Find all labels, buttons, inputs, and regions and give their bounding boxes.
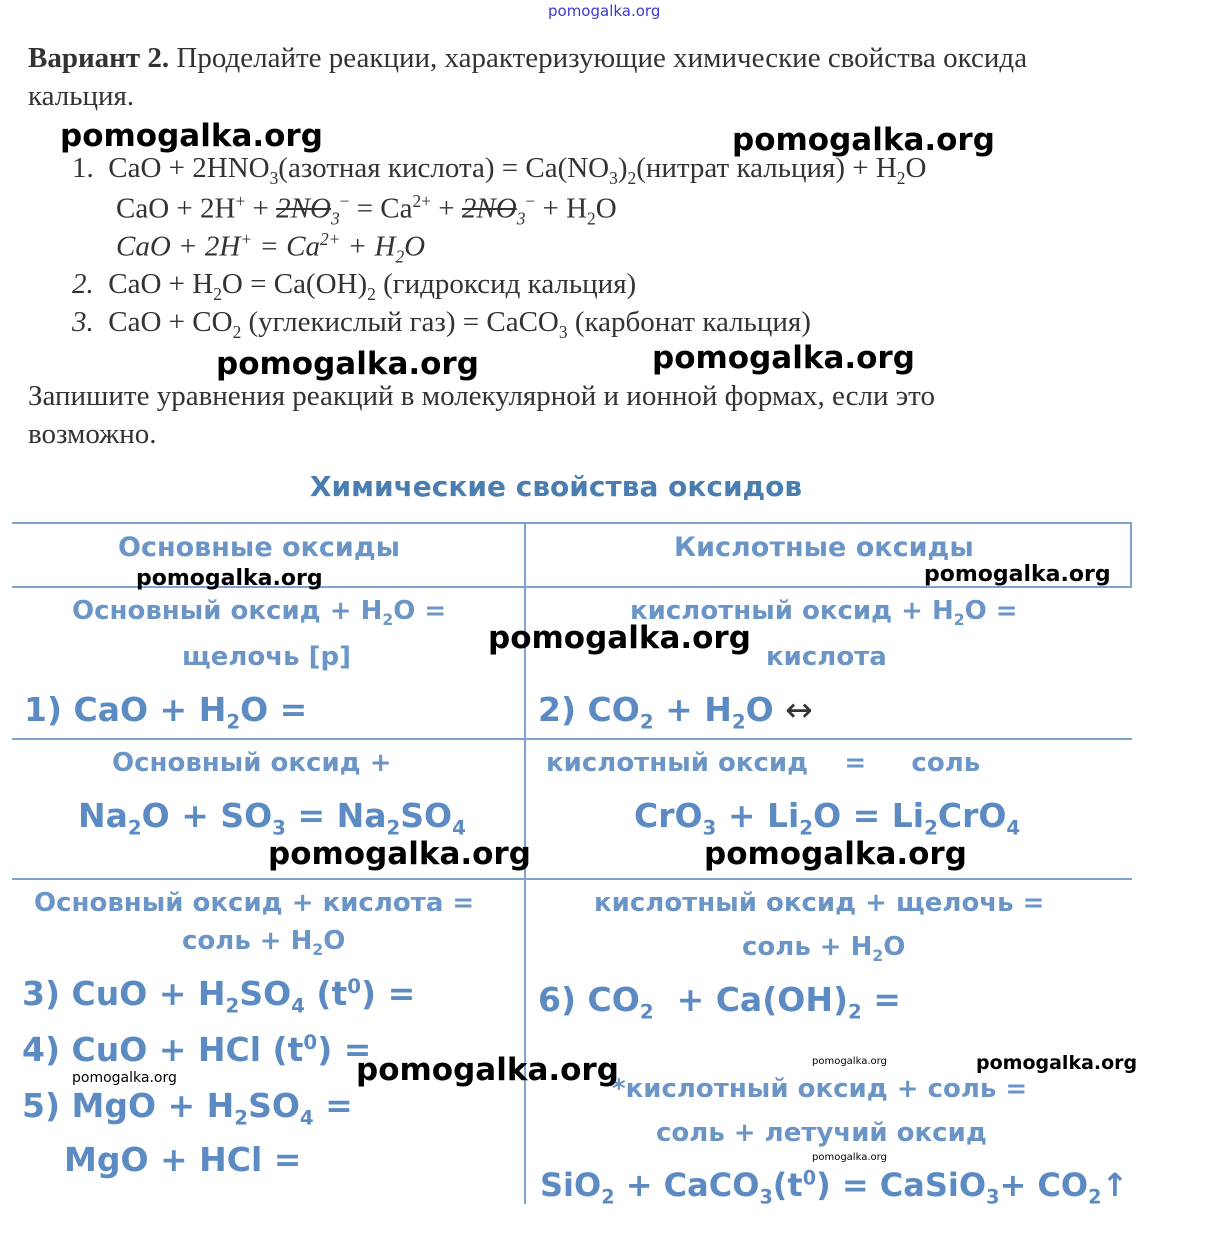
sub: 2 (872, 947, 884, 966)
watermark: pomogalka.org (732, 122, 995, 158)
eq-d: CrO (937, 796, 1007, 835)
equation-5 (22, 1086, 353, 1130)
sub: 2 (587, 208, 596, 229)
reaction-2-number: 2. (72, 268, 94, 300)
watermark: pomogalka.org (812, 1152, 887, 1163)
equation-4 (22, 1030, 371, 1069)
eq-d: ) = (361, 974, 416, 1013)
sup: 2+ (319, 229, 341, 249)
instruction-line-2: возможно. (28, 418, 157, 450)
sub: 2 (386, 816, 401, 840)
eq-b: ) = (317, 1030, 372, 1069)
plus: + (438, 192, 455, 225)
eq-c: = (873, 980, 901, 1019)
reaction-1: 1. CaO + $2HNO_3(азотная$ кислота) = $Ca(NO_3)_2(нитрат$ кальция) + $H_2O$ (72, 152, 927, 188)
sub: 3 (330, 208, 340, 229)
sub: 2 (312, 941, 324, 960)
eq-b: O + SO (141, 796, 273, 835)
sub: 2 (1088, 1185, 1102, 1209)
sup: 0 (347, 975, 362, 998)
col-header-acidic: Кислотные оксиды (674, 532, 974, 563)
heading-text-line2: кальция. (28, 80, 135, 112)
sup: + (235, 191, 246, 211)
sub: 2 (127, 816, 142, 840)
sub: 2 (731, 710, 746, 734)
eq-b: SO (239, 974, 292, 1013)
sub: 2 (639, 710, 654, 734)
equation-na2o-so3 (78, 796, 466, 840)
sub: 2 (953, 611, 965, 630)
sup: − (339, 191, 350, 211)
eq-b: SO (248, 1086, 300, 1125)
instruction-line-1: Запишите уравнения реакций в молекулярной и ионной формах, если это (28, 380, 935, 412)
eq-d: ) = CaSiO (816, 1166, 987, 1204)
salt-word: соль (911, 748, 981, 778)
eq-c: (t (772, 1166, 803, 1204)
plus: + (252, 192, 269, 225)
table-border-right (1130, 522, 1132, 588)
sub: 2 (924, 816, 938, 840)
sup: + (240, 229, 253, 249)
watermark: pomogalka.org (356, 1052, 619, 1088)
sub: 2 (601, 1185, 615, 1209)
reaction-2 (72, 268, 636, 305)
eq-d: SO (400, 796, 453, 835)
eq-b: + Li (727, 796, 800, 835)
sub: 2 (395, 246, 405, 267)
short-c: + H (347, 230, 396, 263)
watermark: pomogalka.org (72, 1070, 177, 1086)
reaction-2-a: CaO + H (108, 268, 214, 300)
sub: 4 (452, 816, 466, 840)
rule-basic-acid: Основный оксид + кислота = (34, 888, 475, 918)
ionic-c: = Ca (356, 192, 413, 225)
rule-text: соль + H (742, 932, 873, 962)
sub: 2 (225, 994, 240, 1018)
eq-b: + CaCO (625, 1166, 760, 1204)
reversible-arrow-icon: ↔ (785, 690, 813, 729)
ionic-a: CaO + 2H (116, 192, 236, 225)
reaction-1-part-a: CaO + 2HNO (108, 152, 270, 184)
eq-e: + CO (999, 1166, 1089, 1204)
rule-basic-plus: Основный оксид + (112, 748, 392, 778)
eq-a: Na (78, 796, 128, 835)
sub: 2 (234, 1106, 249, 1130)
rule-text-b: O = (964, 596, 1018, 626)
sub: 2 (382, 611, 394, 630)
sub: 3 (269, 167, 279, 188)
sup: 2+ (412, 191, 432, 211)
table-divider-2 (12, 738, 1132, 740)
rule-text: Основный оксид + H (72, 596, 383, 626)
reaction-3-c: (карбонат кальция) (574, 306, 811, 338)
equation-2 (538, 690, 813, 734)
sub: 3 (272, 816, 286, 840)
reaction-3-a: CaO + CO (108, 306, 233, 338)
watermark: pomogalka.org (976, 1052, 1138, 1074)
rule-acidic-alkali-result (742, 932, 905, 965)
reaction-3-b: (углекислый газ) = CaCO (248, 306, 559, 338)
nitrate-struck: 2NO (276, 192, 331, 225)
rule-basic-acid-result (182, 926, 345, 959)
rule-basic-water-result: щелочь [р] (182, 642, 351, 672)
sub: 3 (759, 1185, 773, 1209)
eq-sign: = (844, 748, 867, 778)
sub: 3 (516, 208, 526, 229)
up-arrow-icon: ↑ (1101, 1166, 1129, 1204)
sup: − (525, 191, 536, 211)
eq-text-b: O = (240, 690, 308, 729)
rule-text: соль + H (182, 926, 313, 956)
sub: 2 (226, 710, 241, 734)
sub: 4 (299, 1106, 314, 1130)
reaction-2-c: (гидроксид кальция) (383, 268, 637, 300)
sub: 2 (896, 167, 906, 188)
col-header-basic: Основные оксиды (118, 532, 401, 563)
equation-5b: MgO + HCl = (64, 1140, 302, 1179)
rule-text: кислотный оксид (546, 748, 809, 778)
eq-a: 3) CuO + H (22, 974, 226, 1013)
eq-a: 4) CuO + HCl (t (22, 1030, 304, 1069)
equation-3 (22, 974, 415, 1018)
watermark: pomogalka.org (812, 1056, 887, 1067)
sub: 4 (1006, 816, 1021, 840)
sup: 0 (802, 1166, 817, 1190)
sub: 2 (639, 1000, 654, 1024)
rule-acidic-salt-volatile: *кислотный оксид + соль = (612, 1074, 1028, 1104)
rule-acidic-water-result: кислота (766, 642, 887, 672)
eq-a: CrO (634, 796, 703, 835)
equation-sio2 (540, 1166, 1128, 1208)
table-title: Химические свойства оксидов (309, 470, 803, 503)
rule-acidic-salt-volatile-result: соль + летучий оксид (656, 1118, 987, 1148)
reaction-3-number: 3. (72, 306, 94, 338)
short-d: O (404, 230, 426, 263)
reaction-1-ionic: CaO + $2H^+ + 2NO_3^- = Ca^{2+} + 2NO_3^- + H_2O$ (116, 191, 617, 229)
eq-c: = Na (297, 796, 387, 835)
sub: 4 (291, 994, 305, 1018)
sub: 2 (367, 283, 376, 304)
eq-text-c: O (745, 690, 774, 729)
short-b: = Ca (259, 230, 320, 263)
eq-b: + Ca(OH) (676, 980, 849, 1019)
sub: 2 (848, 1000, 862, 1024)
reaction-1-part-d: O (905, 152, 927, 184)
eq-c: O = Li (813, 796, 925, 835)
watermark: pomogalka.org (60, 118, 323, 154)
equation-6 (538, 980, 901, 1024)
reaction-1-part-c: (нитрат кальция) + H (636, 152, 897, 184)
eq-text: 2) CO (538, 690, 640, 729)
watermark: pomogalka.org (488, 620, 751, 656)
sub: 2 (799, 816, 814, 840)
watermark: pomogalka.org (268, 836, 531, 872)
sub: 3 (609, 167, 618, 188)
sup: 0 (303, 1031, 318, 1054)
sub: 3 (702, 816, 717, 840)
sub: 3 (986, 1185, 1000, 1209)
sub: 2 (213, 283, 222, 304)
table-border-top (12, 522, 1132, 524)
reaction-1-short-ionic (116, 229, 425, 267)
rule-text-b: O (323, 926, 346, 956)
ionic-e: O (595, 192, 617, 225)
rule-acidic-alkali: кислотный оксид + щелочь = (594, 888, 1045, 918)
sub: 2 (627, 167, 637, 188)
rule-basic-water (72, 596, 446, 629)
sub: 3 (558, 321, 568, 342)
eq-a: SiO (540, 1166, 602, 1204)
eq-c: = (325, 1086, 353, 1125)
eq-a: 5) MgO + H (22, 1086, 235, 1125)
nitrate-struck-2: 2NO (461, 192, 517, 225)
eq-a: 6) CO (538, 980, 640, 1019)
heading-text: Проделайте реакции, характеризующие химические свойства оксида (176, 42, 1028, 74)
reaction-3 (72, 306, 811, 343)
watermark: pomogalka.org (924, 562, 1111, 587)
sub: 2 (232, 321, 242, 342)
variant-label: Вариант 2. (28, 42, 170, 74)
top-watermark: pomogalka.org (548, 2, 661, 20)
reaction-2-b: O = Ca(OH) (221, 268, 368, 300)
watermark: pomogalka.org (704, 836, 967, 872)
task-heading (28, 42, 1027, 75)
rule-text-b: O = (393, 596, 447, 626)
watermark: pomogalka.org (216, 346, 479, 382)
eq-text-b: + H (665, 690, 732, 729)
equation-cro3-li2o (634, 796, 1020, 840)
rule-text: кислотный оксид + H (630, 596, 954, 626)
watermark: pomogalka.org (652, 340, 915, 376)
short-a: CaO + 2H (116, 230, 241, 263)
eq-c: (t (316, 974, 348, 1013)
watermark: pomogalka.org (136, 566, 323, 591)
reaction-1-number: 1. (72, 152, 94, 184)
table-divider-3 (12, 878, 1132, 880)
equation-1 (24, 690, 307, 734)
rule-text-b: O (883, 932, 906, 962)
eq-text: 1) CaO + H (24, 690, 227, 729)
rule-acidic-salt (546, 748, 980, 778)
reaction-1-part-b: (азотная кислота) = Ca(NO (278, 152, 610, 184)
